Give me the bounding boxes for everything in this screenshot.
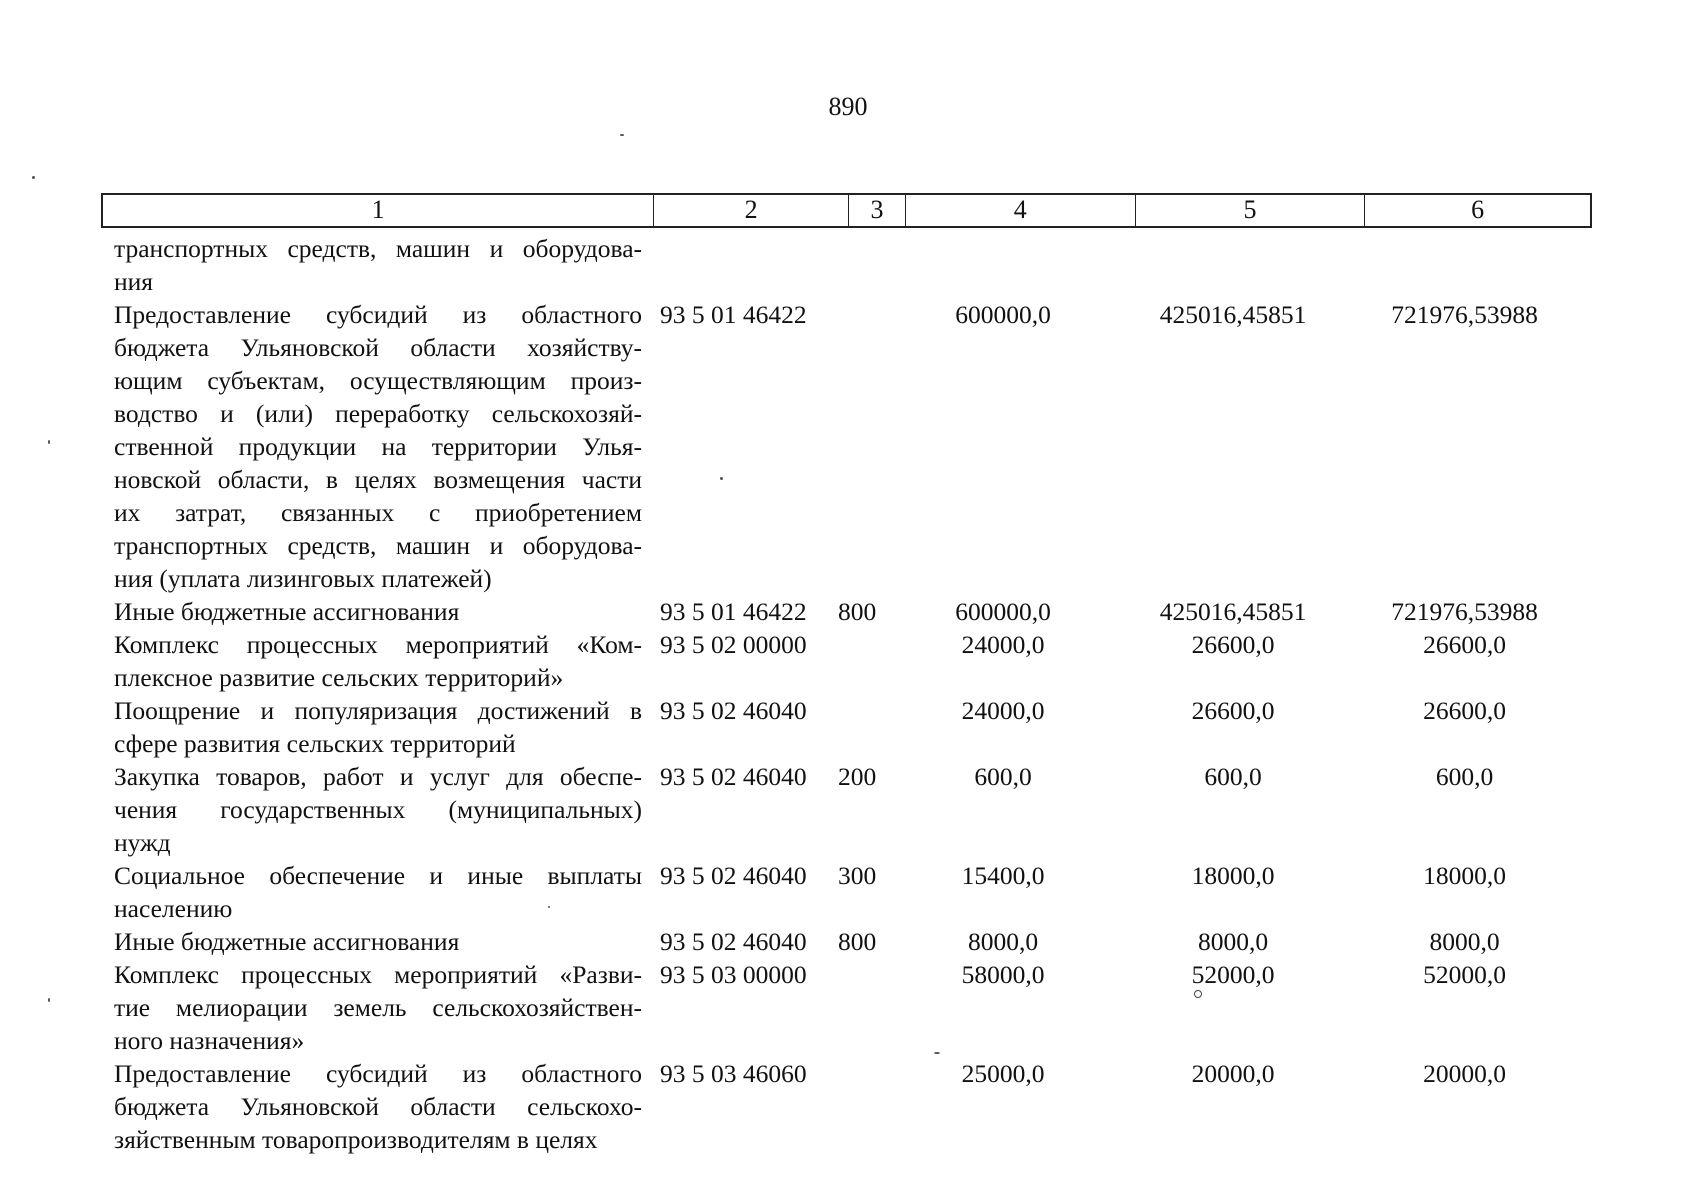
row-code: 93 5 02 46040 [660, 762, 807, 791]
row-description [114, 628, 642, 694]
description-line: нужд [114, 828, 171, 857]
row-value-col6: 26600,0 [1423, 696, 1506, 725]
description-line: плексное развитие сельских территорий» [114, 663, 564, 692]
row-expense-type: 800 [838, 597, 877, 626]
header-col-5: 5 [1135, 195, 1365, 226]
row-expense-type [832, 694, 892, 760]
row-value-col4: 600,0 [974, 762, 1032, 791]
row-value-col4: 24000,0 [961, 696, 1045, 725]
description-line: ния (уплата лизинговых платежей) [114, 564, 492, 593]
row-value-col6: 721976,53988 [1391, 300, 1538, 329]
description-line: Иные бюджетные ассигнования [114, 597, 460, 626]
row-value-col5: 600,0 [1204, 762, 1262, 791]
description-line: ния [114, 267, 154, 296]
row-value-col6: 20000,0 [1423, 1059, 1506, 1088]
table-row [114, 628, 1592, 694]
description-line: ющим субъектам, осуществляющим произ- [114, 366, 642, 395]
row-code [642, 232, 832, 298]
row-value-col5: 20000,0 [1191, 1059, 1275, 1088]
page-number: 890 [828, 92, 868, 121]
row-value-col5: 52000,0 [1191, 960, 1275, 989]
row-expense-type [832, 1057, 892, 1156]
table-row [114, 694, 1592, 760]
description-line: Предоставление субсидий из областного [114, 300, 642, 329]
description-line: зяйственным товаропроизводителям в целях [114, 1125, 598, 1154]
row-value-col6: 18000,0 [1423, 861, 1506, 890]
row-expense-type: 300 [838, 861, 877, 890]
table-row [114, 760, 1592, 859]
scan-speck [48, 440, 50, 444]
table-row [114, 232, 1592, 298]
description-line: Комплекс процессных мероприятий «Разви- [114, 960, 642, 989]
row-value-col5 [1114, 232, 1352, 298]
header-col-2: 2 [653, 195, 848, 226]
row-value-col4: 600000,0 [955, 597, 1051, 626]
header-col-1: 1 [371, 195, 385, 224]
table-row [114, 1057, 1592, 1156]
row-value-col4: 24000,0 [961, 630, 1045, 659]
row-code: 93 5 03 46060 [660, 1059, 807, 1088]
description-line: транспортных средств, машин и оборудова- [114, 531, 642, 560]
row-expense-type [832, 628, 892, 694]
row-value-col6: 8000,0 [1429, 927, 1500, 956]
row-value-col4: 600000,0 [955, 300, 1051, 329]
row-value-col6: 721976,53988 [1391, 597, 1538, 626]
scan-speck [48, 998, 50, 1002]
row-code: 93 5 02 00000 [660, 630, 807, 659]
row-description [114, 958, 642, 1057]
row-value-col6 [1352, 232, 1577, 298]
scan-speck [620, 134, 624, 136]
row-value-col5: 8000,0 [1197, 927, 1269, 956]
description-line: ного назначения» [114, 1026, 305, 1055]
row-code: 93 5 01 46422 [660, 300, 807, 329]
table-row [114, 958, 1592, 1057]
description-line: Предоставление субсидий из областного [114, 1059, 642, 1088]
description-line: новской области, в целях возмещения части [114, 465, 642, 494]
row-value-col4 [892, 232, 1114, 298]
description-line: Комплекс процессных мероприятий «Ком- [114, 630, 642, 659]
description-line: Поощрение и популяризация достижений в [114, 696, 642, 725]
description-line: Социальное обеспечение и иные выплаты [114, 861, 642, 890]
description-line: Закупка товаров, работ и услуг для обеспе- [114, 762, 642, 791]
row-value-col5: 425016,45851 [1159, 300, 1307, 329]
row-value-col6: 52000,0 [1423, 960, 1506, 989]
description-line: бюджета Ульяновской области сельскохо- [114, 1092, 642, 1121]
table-row [114, 595, 1592, 628]
row-value-col5: 425016,45851 [1159, 597, 1307, 626]
row-code: 93 5 02 46040 [660, 861, 807, 890]
row-expense-type [832, 232, 892, 298]
row-description [114, 595, 642, 628]
row-description [114, 925, 642, 958]
scan-speck [32, 176, 35, 179]
row-code: 93 5 02 46040 [660, 927, 807, 956]
description-line: транспортных средств, машин и оборудова- [114, 234, 642, 263]
table-header [101, 193, 1592, 228]
budget-table-body [114, 232, 1592, 1156]
description-line: Иные бюджетные ассигнования [114, 927, 460, 956]
header-col-4: 4 [905, 195, 1135, 226]
table-row [114, 859, 1592, 925]
table-row [114, 298, 1592, 595]
row-value-col5: 26600,0 [1191, 696, 1275, 725]
header-col-6: 6 [1364, 195, 1590, 226]
description-line: ственной продукции на территории Улья- [114, 432, 642, 461]
row-value-col4: 58000,0 [961, 960, 1045, 989]
description-line: водство и (или) переработку сельскохозяй- [114, 399, 642, 428]
row-value-col4: 8000,0 [967, 927, 1039, 956]
row-expense-type [832, 298, 892, 595]
table-row [114, 925, 1592, 958]
row-value-col4: 25000,0 [961, 1059, 1045, 1088]
description-line: тие мелиорации земель сельскохозяйствен- [114, 993, 642, 1022]
description-line: их затрат, связанных с приобретением [114, 498, 642, 527]
row-expense-type: 800 [838, 927, 877, 956]
row-value-col4: 15400,0 [961, 861, 1045, 890]
row-description [114, 298, 642, 595]
description-line: чения государственных (муниципальных) [114, 795, 642, 824]
row-description [114, 232, 642, 298]
row-value-col6: 26600,0 [1423, 630, 1506, 659]
header-col-3: 3 [848, 195, 905, 226]
row-expense-type [832, 958, 892, 1057]
description-line: бюджета Ульяновской области хозяйству- [114, 333, 642, 362]
row-value-col5: 18000,0 [1191, 861, 1275, 890]
row-expense-type: 200 [838, 762, 877, 791]
row-description [114, 760, 642, 859]
row-description [114, 859, 642, 925]
row-description [114, 694, 642, 760]
row-description [114, 1057, 642, 1156]
row-value-col5: 26600,0 [1191, 630, 1275, 659]
description-line: сфере развития сельских территорий [114, 729, 516, 758]
description-line: населению [114, 894, 233, 923]
row-code: 93 5 02 46040 [660, 696, 807, 725]
row-value-col6: 600,0 [1435, 762, 1494, 791]
row-code: 93 5 01 46422 [660, 597, 807, 626]
row-code: 93 5 03 00000 [660, 960, 807, 989]
